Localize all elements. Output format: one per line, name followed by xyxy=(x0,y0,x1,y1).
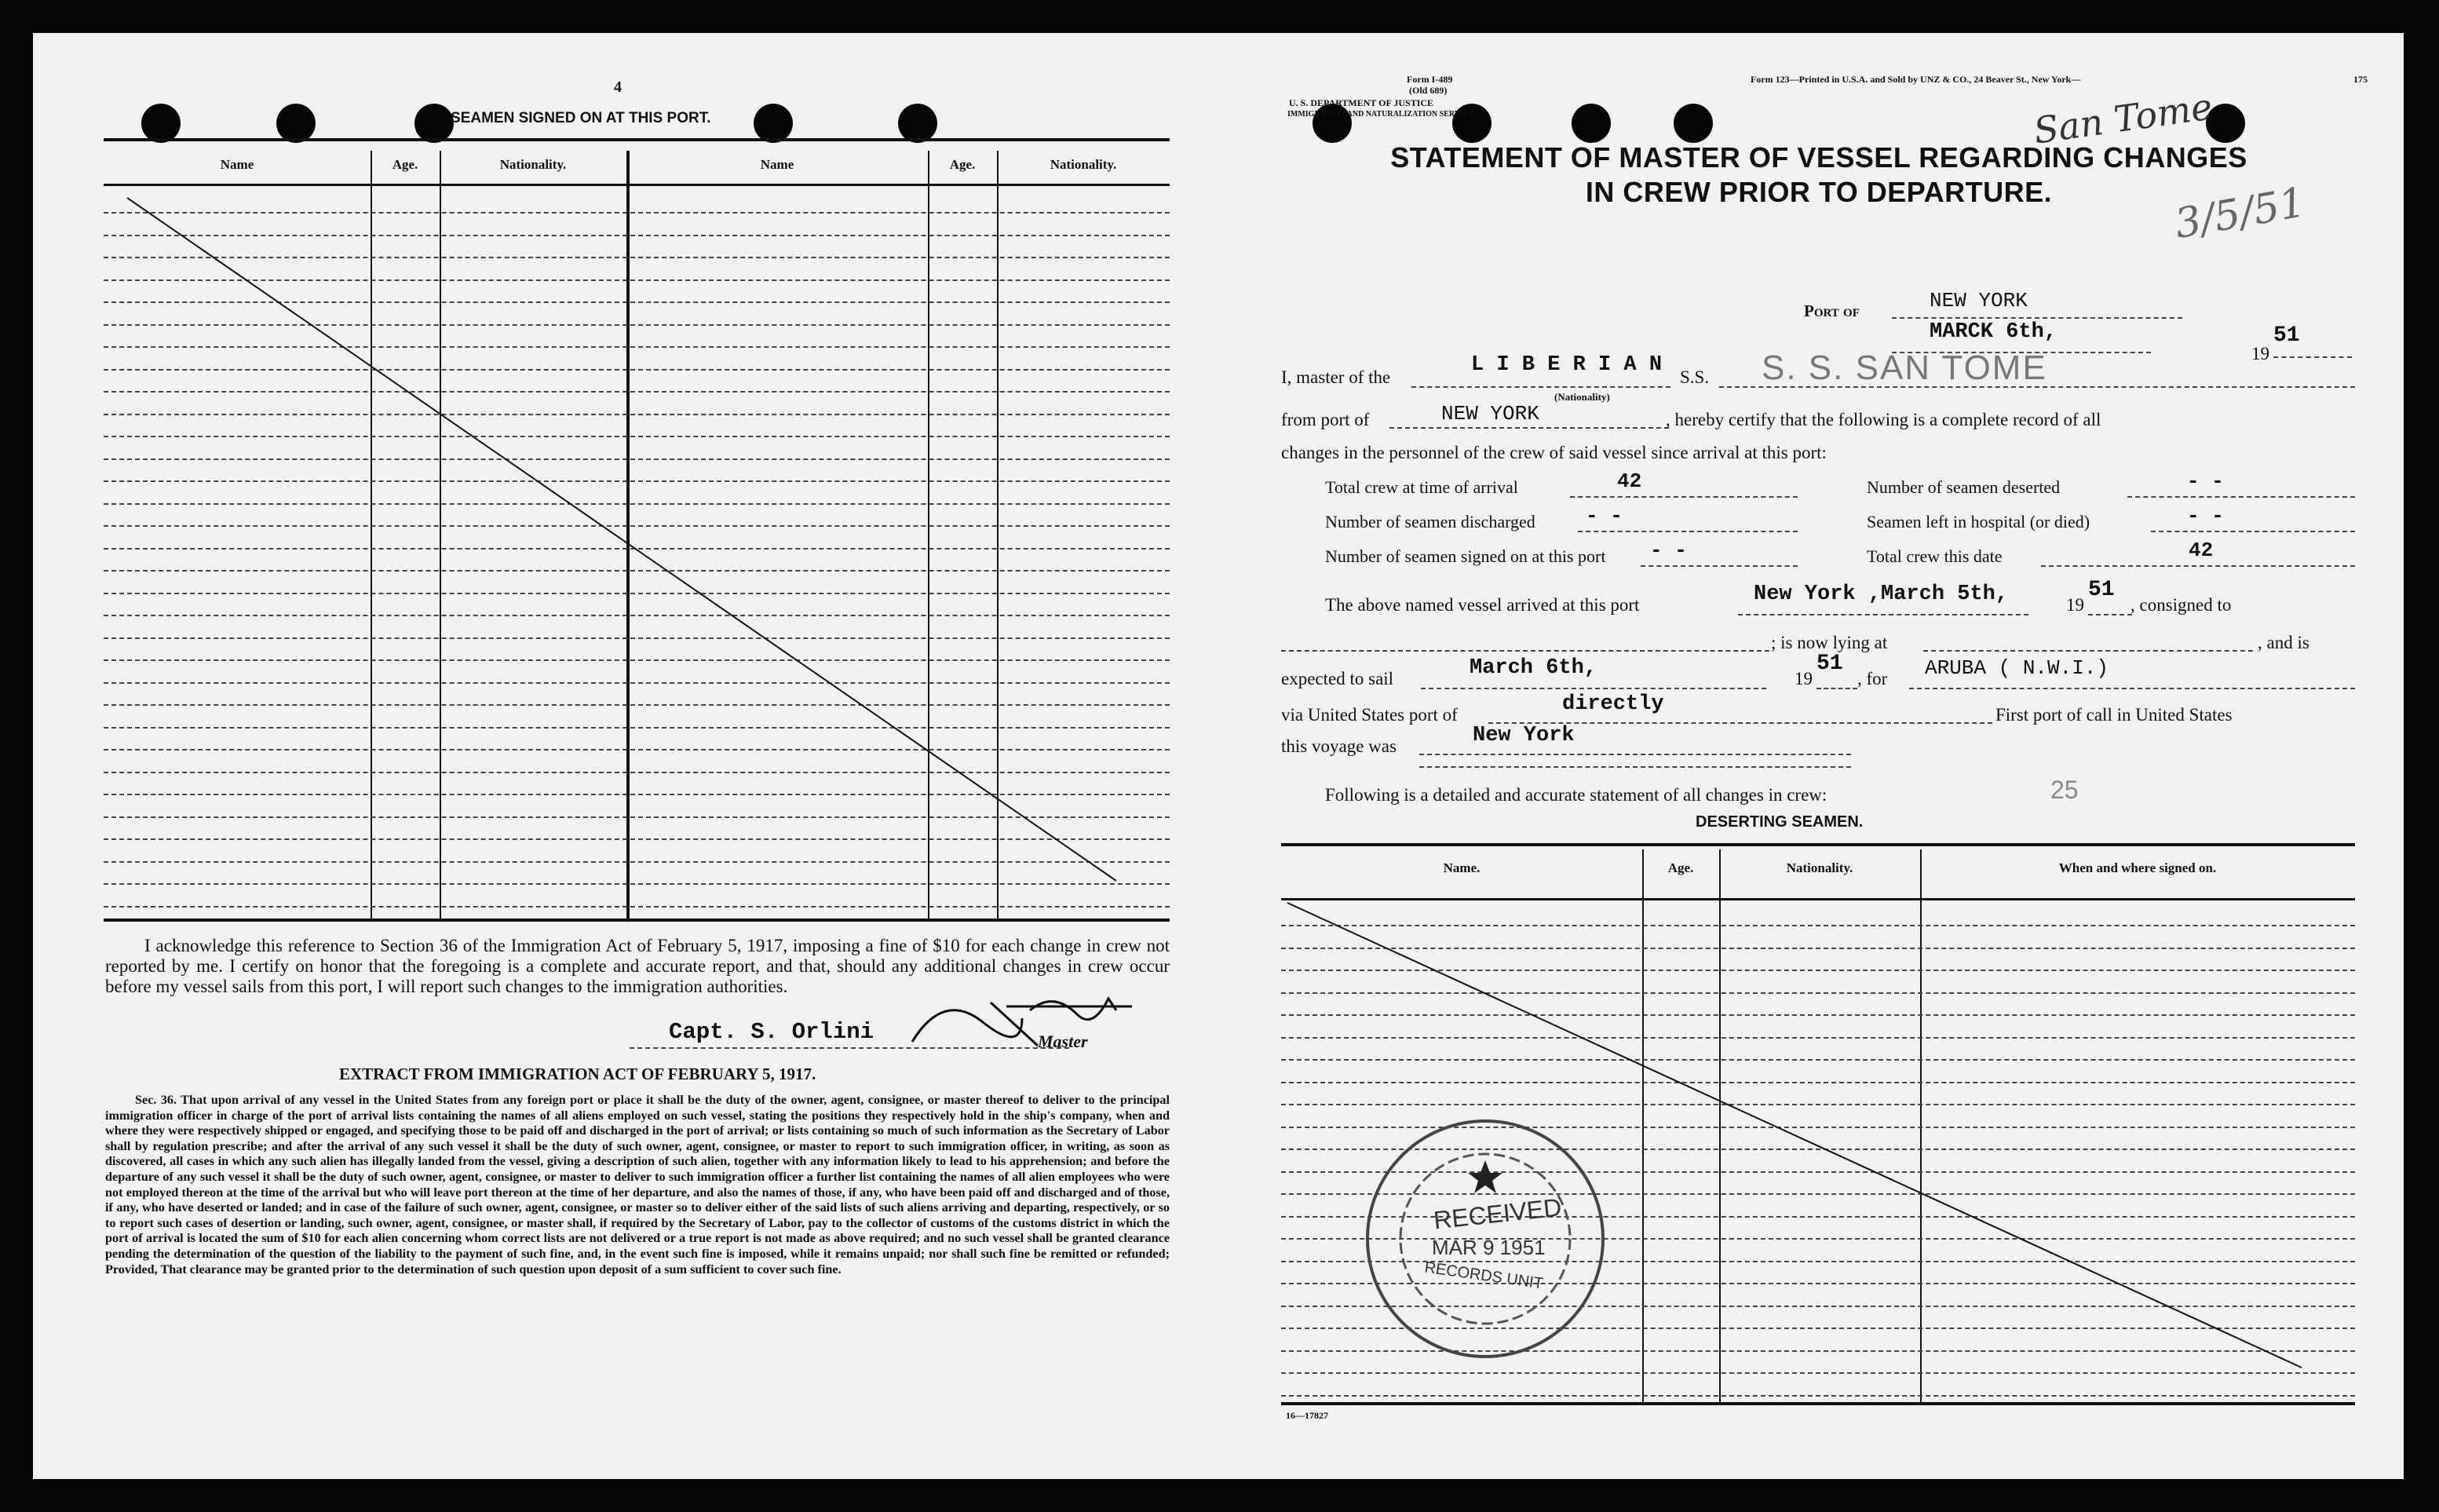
port-label: Port of xyxy=(1804,301,1860,320)
for-label: , for xyxy=(1857,669,1888,688)
voyage-label: this voyage was xyxy=(1281,736,1397,756)
arrived-label: The above named vessel arrived at this port xyxy=(1325,595,1640,615)
handwritten-date: 3/5/51 xyxy=(2171,178,2309,249)
col-header-name: Name. xyxy=(1443,860,1481,875)
form-old: (Old 689) xyxy=(1409,85,1448,96)
pencil-number: 25 xyxy=(2050,776,2079,804)
port-value: NEW YORK xyxy=(1930,289,2028,312)
signature-line xyxy=(630,1047,1069,1049)
deserted-value: - - xyxy=(2187,469,2224,493)
printer-number: 175 xyxy=(2353,74,2368,85)
total-crew-date-label: Total crew this date xyxy=(1867,546,2003,566)
nationality-value: L I B E R I A N xyxy=(1471,353,1663,377)
col-header-name: Name xyxy=(220,157,254,172)
col-header-age: Age. xyxy=(392,157,418,172)
year-prefix: 19 xyxy=(2251,344,2269,363)
col-header-nationality: Nationality. xyxy=(499,157,567,172)
first-port-label: First port of call in United States xyxy=(1995,705,2233,725)
from-port-label: from port of xyxy=(1281,410,1370,429)
hospital-value: - - xyxy=(2187,504,2224,528)
form-id: Form I-489 xyxy=(1407,74,1453,85)
signed-on-value: - - xyxy=(1650,539,1687,562)
left-table-title: SEAMEN SIGNED ON AT THIS PORT. xyxy=(451,110,711,126)
page-number: 4 xyxy=(614,79,622,96)
extract-text: Sec. 36. That upon arrival of any vessel in the United States from any foreign port or place it shall be the duty of the owner, agent, consignee, or master thereof to deliver to the principal immigration officer in charge of the port of arrival lists containing the names of all aliens employed on such vessel, stating the positions they respectively hold in the ship's company, when and where they were respectively shipped or engaged, and specifying those to be paid off and discharged in the port of arrival; or lists containing so much of such information as the Secretary of Labor shall by regulation prescribe; and after the arrival of any such vessel it shall be the duty of such owner, agent, consignee, or master to report to such immigration officer, in writing, as soon as discovered, all cases in which any such alien has illegally landed from the vessel, giving a description of such alien, together with any information likely to lead to his apprehension; and before the departure of any such vessel it shall be the duty of such owner, agent, consignee, or master to deliver to such immigration officer a further list containing the names of all alien employees who were not employed thereon at the time of the arrival but who will leave port thereon at the time of her departure, and also the names of those, if any, who have been paid off and discharged and of those, if any, who have deserted or landed; and in case of the failure of such owner, agent, consignee, or master so to deliver either of the said lists of such aliens arriving and departing, respectively, or so to report such cases of desertion or landing, such owner, agent, consignee, or master shall, if required by the Secretary of Labor, pay to the collector of customs of the customs district in which the port of arrival is located the sum of $10 for each alien concerning whom correct lists are not delivered or a true report is not made as above required; and no such vessel shall be granted clearance pending the determination of the question of the liability to the payment of such fine, and, in the event such fine is imposed, while it remains unpaid; nor shall such fine be remitted or refunded; Provided, That clearance may be granted prior to the determination of such question upon deposit of a sum sufficient to cover such fine. xyxy=(105,1093,1170,1276)
following-text: Following is a detailed and accurate statement of all changes in crew: xyxy=(1325,785,1827,805)
deserting-title: DESERTING SEAMEN. xyxy=(1696,813,1864,831)
master-of-label: I, master of the xyxy=(1281,367,1391,387)
cancel-diagonal-line xyxy=(33,33,1272,975)
department: U. S. DEPARTMENT OF JUSTICE xyxy=(1289,97,1434,108)
expected-label: expected to sail xyxy=(1281,669,1394,688)
extract-title: EXTRACT FROM IMMIGRATION ACT OF FEBRUARY 5, 1917. xyxy=(339,1065,816,1083)
lying-label: ; is now lying at xyxy=(1771,633,1888,652)
hospital-label: Seamen left in hospital (or died) xyxy=(1867,512,2090,531)
total-crew-arrival-value: 42 xyxy=(1617,469,1642,493)
form-title-line2: IN CREW PRIOR TO DEPARTURE. xyxy=(1585,176,2053,208)
arrived-value: New York ,March 5th, xyxy=(1754,583,2009,606)
master-name: Capt. S. Orlini xyxy=(669,1019,874,1045)
date-value: MARCK 6th, xyxy=(1930,320,2057,344)
discharged-value: - - xyxy=(1586,504,1623,528)
col-header-nationality: Nationality. xyxy=(1050,157,1117,172)
sail-value: March 6th, xyxy=(1470,656,1597,680)
total-crew-arrival-label: Total crew at time of arrival xyxy=(1325,477,1518,497)
arrived-year: 51 xyxy=(2088,578,2115,602)
arrived-year-prefix: 19 xyxy=(2066,595,2084,615)
voyage-value: New York xyxy=(1473,724,1575,747)
signed-on-label: Number of seamen signed on at this port xyxy=(1325,546,1606,566)
footer-code: 16—17827 xyxy=(1286,1410,1328,1421)
certify-text: , hereby certify that the following is a complete record of all xyxy=(1666,410,2101,429)
stamp-date: MAR 9 1951 xyxy=(1432,1236,1546,1259)
via-label: via United States port of xyxy=(1281,705,1458,725)
col-header-age: Age. xyxy=(949,157,976,172)
stamp-received: RECEIVED xyxy=(1432,1192,1563,1235)
ship-name: S. S. SAN TOME xyxy=(1762,349,2047,387)
handwritten-ship-name: San Tome xyxy=(2031,85,2215,152)
via-value: directly xyxy=(1562,692,1664,716)
col-header-name: Name xyxy=(760,157,794,172)
sail-year: 51 xyxy=(1816,652,1843,676)
for-value: ARUBA ( N.W.I.) xyxy=(1925,656,2109,680)
sail-year-prefix: 19 xyxy=(1795,669,1813,688)
from-port-value: NEW YORK xyxy=(1441,402,1539,425)
col-header-nationality: Nationality. xyxy=(1786,860,1853,875)
discharged-label: Number of seamen discharged xyxy=(1325,512,1535,531)
service: IMMIGRATION AND NATURALIZATION SERVICE xyxy=(1287,110,1474,119)
ss-label: S.S. xyxy=(1680,367,1710,387)
consigned-label: , consigned to xyxy=(2130,595,2232,615)
right-page xyxy=(1272,33,2404,1479)
deserted-label: Number of seamen deserted xyxy=(1867,477,2061,497)
form-title-line1: STATEMENT OF MASTER OF VESSEL REGARDING CHANGES xyxy=(1390,141,2247,173)
acknowledgement-text: I acknowledge this reference to Section 36 of the Immigration Act of February 5, 1917, imposing a fine of $10 for each change in crew not reported by me. I certify on honor that the foregoing is a complete and accurate report, and that, should any additional changes in crew occur before my vessel sails from this port, I will report such changes to the immigration authorities. xyxy=(105,936,1170,996)
and-is-label: , and is xyxy=(2258,633,2309,652)
col-header-when-where: When and where signed on. xyxy=(2058,860,2217,875)
master-label: Master xyxy=(1038,1032,1088,1051)
stamp-unit: RECORDS UNIT xyxy=(1423,1258,1545,1293)
changes-text: changes in the personnel of the crew of said vessel since arrival at this port: xyxy=(1281,443,1827,462)
nationality-caption: (Nationality) xyxy=(1554,391,1610,403)
left-page xyxy=(33,33,1272,1479)
total-crew-date-value: 42 xyxy=(2189,539,2214,562)
col-header-age: Age. xyxy=(1667,860,1694,875)
printer-note: Form 123—Printed in U.S.A. and Sold by UNZ & CO., 24 Beaver St., New York— xyxy=(1751,74,2081,85)
year-value: 51 xyxy=(2273,323,2300,348)
